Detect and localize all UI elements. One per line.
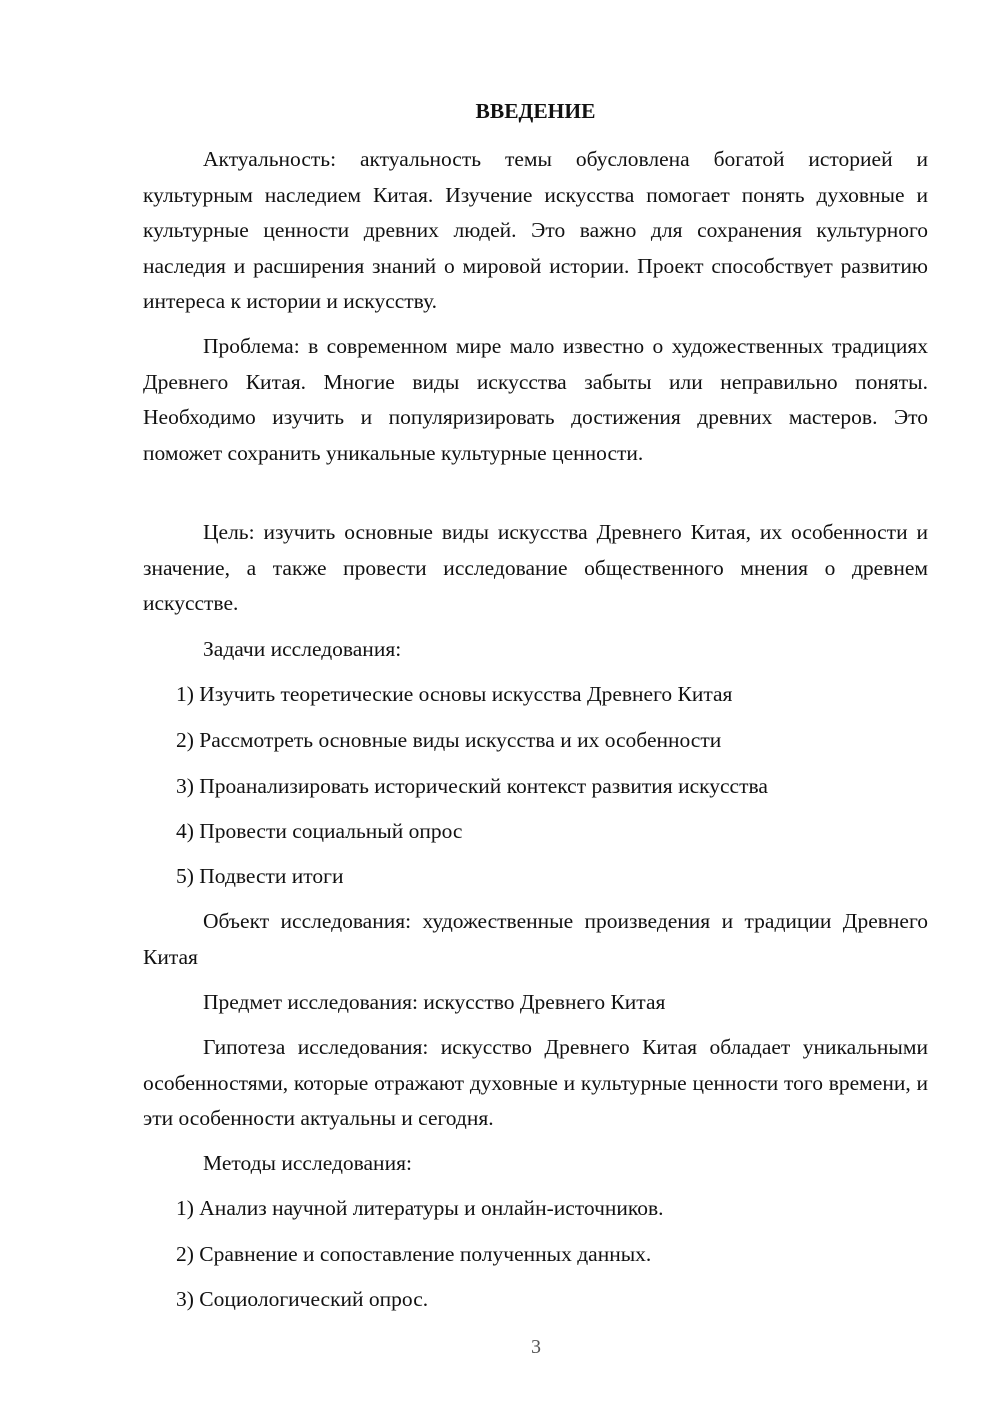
- problem-paragraph: Проблема: в современном мире мало известно о художественных традициях Древнего Китая. Многие виды искусства забыты или неправильно поняты. Необходимо изучить и популяризировать достижения древних мастеров. Это поможет сохранить уникальные культурные ценности.: [143, 334, 928, 465]
- task-item: 3) Проанализировать исторический контекст развития искусства: [176, 774, 768, 798]
- hypothesis-paragraph: Гипотеза исследования: искусство Древнего Китая обладает уникальными особенностями, которые отражают духовные и культурные ценности того времени, и эти особенности актуальны и сегодня.: [143, 1035, 928, 1130]
- page-title: ВВЕДЕНИЕ: [475, 99, 596, 123]
- page-number: 3: [531, 1336, 541, 1358]
- task-item: 4) Провести социальный опрос: [176, 819, 463, 843]
- task-item: 2) Рассмотреть основные виды искусства и их особенности: [176, 728, 722, 752]
- method-item: 1) Анализ научной литературы и онлайн-источников.: [176, 1196, 664, 1220]
- task-item: 1) Изучить теоретические основы искусства Древнего Китая: [176, 682, 733, 706]
- relevance-paragraph: Актуальность: актуальность темы обусловлена богатой историей и культурным наследием Китая. Изучение искусства помогает понять духовные и культурные ценности древних людей. Это важно для сохранения культурного наследия и расширения знаний о мировой истории. Проект способствует развитию интереса к истории и искусству.: [143, 147, 928, 313]
- methods-heading: Методы исследования:: [203, 1151, 412, 1175]
- goal-paragraph: Цель: изучить основные виды искусства Древнего Китая, их особенности и значение, а также провести исследование общественного мнения о древнем искусстве.: [143, 520, 928, 615]
- tasks-heading: Задачи исследования:: [203, 637, 402, 661]
- task-item: 5) Подвести итоги: [176, 864, 344, 888]
- method-item: 3) Социологический опрос.: [176, 1287, 429, 1311]
- subject-paragraph: Предмет исследования: искусство Древнего Китая: [203, 990, 666, 1014]
- method-item: 2) Сравнение и сопоставление полученных данных.: [176, 1242, 652, 1266]
- object-paragraph: Объект исследования: художественные произведения и традиции Древнего Китая: [143, 909, 928, 969]
